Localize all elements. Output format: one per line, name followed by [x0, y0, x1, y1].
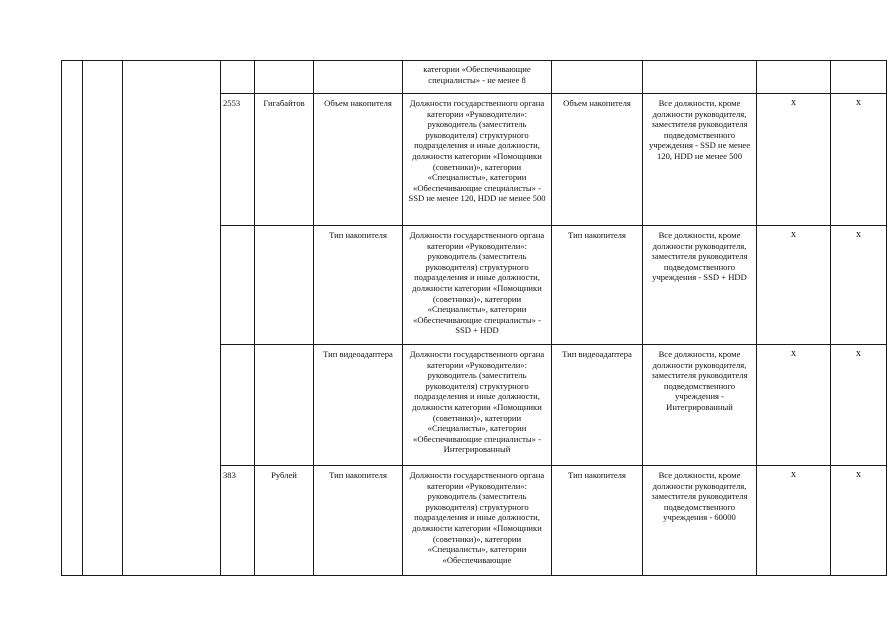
characteristic-cell-2: Объем накопителя: [552, 94, 643, 226]
characteristic-cell-2: [552, 61, 643, 94]
code-cell: [221, 345, 255, 466]
empty-column-3: [123, 61, 221, 576]
empty-column-1: [62, 61, 83, 576]
table-row: [62, 61, 887, 94]
unit-cell: Рублей: [255, 466, 314, 576]
empty-column-2: [83, 61, 123, 576]
mark-cell-1: х: [757, 345, 831, 466]
code-cell: 383: [221, 466, 255, 576]
characteristic-cell: Тип накопителя: [314, 466, 403, 576]
mark-cell-2: х: [831, 466, 887, 576]
characteristic-cell: Объем накопителя: [314, 94, 403, 226]
mark-cell-1: [757, 61, 831, 94]
mark-cell-2: х: [831, 345, 887, 466]
characteristic-cell-2: Тип видеоадаптера: [552, 345, 643, 466]
mark-cell-1: х: [757, 94, 831, 226]
value-cell-2: Все должности, кроме должности руководителя, заместителя руководителя подведомственного учреждения - SSD не менее 120, HDD не менее 500: [643, 94, 757, 226]
unit-cell: Гигабайтов: [255, 94, 314, 226]
mark-cell-2: х: [831, 94, 887, 226]
value-cell: Должности государственного органа категории «Руководители»: руководитель (заместитель руководителя) структурного подразделения и иные должности, должности категории «Помощники (советники)», категории «Специалисты», категории «Обеспечивающие специалисты» - Интегрированный: [403, 345, 552, 466]
unit-cell: [255, 61, 314, 94]
mark-cell-1: х: [757, 466, 831, 576]
code-cell: [221, 61, 255, 94]
characteristic-cell-2: Тип накопителя: [552, 466, 643, 576]
value-cell-2: [643, 61, 757, 94]
value-cell: Должности государственного органа категории «Руководители»: руководитель (заместитель руководителя) структурного подразделения и иные должности, должности категории «Помощники (советники)», категории «Специалисты», категории «Обеспечивающие специалисты» - SSD + HDD: [403, 226, 552, 345]
code-cell: [221, 226, 255, 345]
value-cell-2: Все должности, кроме должности руководителя, заместителя руководителя подведомственного учреждения - 60000: [643, 466, 757, 576]
characteristic-cell: Тип видеоадаптера: [314, 345, 403, 466]
specification-table: [61, 60, 887, 576]
value-text: категории «Обеспечивающие специалисты» - не менее 8: [423, 64, 531, 85]
mark-cell-2: [831, 61, 887, 94]
code-cell: 2553: [221, 94, 255, 226]
value-cell: [403, 61, 552, 94]
mark-cell-2: х: [831, 226, 887, 345]
unit-cell: [255, 226, 314, 345]
value-cell: Должности государственного органа категории «Руководители»: руководитель (заместитель руководителя) структурного подразделения и иные должности, должности категории «Помощники (советники)», категории «Специалисты», категории «Обеспечивающие специалисты» - SSD не менее 120, HDD не менее 500: [403, 94, 552, 226]
characteristic-cell: [314, 61, 403, 94]
value-cell-2: Все должности, кроме должности руководителя, заместителя руководителя подведомственного учреждения - SSD + HDD: [643, 226, 757, 345]
value-cell-2: Все должности, кроме должности руководителя, заместителя руководителя подведомственного учреждения - Интегрированный: [643, 345, 757, 466]
characteristic-cell-2: Тип накопителя: [552, 226, 643, 345]
unit-cell: [255, 345, 314, 466]
value-cell: Должности государственного органа категории «Руководители»: руководитель (заместитель руководителя) структурного подразделения и иные должности, должности категории «Помощники (советники)», категории «Специалисты», категории «Обеспечивающие: [403, 466, 552, 576]
characteristic-cell: Тип накопителя: [314, 226, 403, 345]
mark-cell-1: х: [757, 226, 831, 345]
